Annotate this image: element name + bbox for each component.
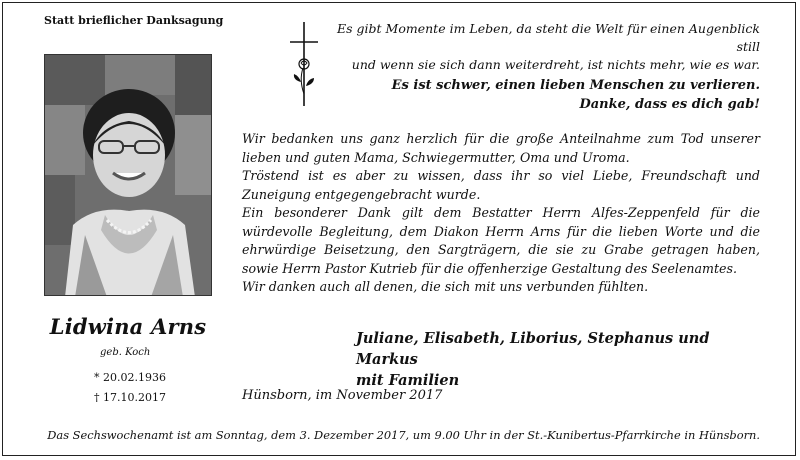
bold-quote-line-1: Es ist schwer, einen lieben Menschen zu verlieren. xyxy=(391,78,760,93)
maiden-name: geb. Koch xyxy=(100,347,151,358)
quote-line-1: Es gibt Momente im Leben, da steht die Welt für einen Augenblick still xyxy=(337,21,760,54)
cross-with-rose-icon xyxy=(287,20,321,108)
death-date: † 17.10.2017 xyxy=(94,391,166,404)
signers xyxy=(356,328,776,391)
portrait-image xyxy=(45,55,212,296)
signers-line-2: mit Familien xyxy=(356,372,460,389)
signers-line-1: Juliane, Elisabeth, Liborius, Stephanus und Markus xyxy=(356,330,710,368)
thanks-text xyxy=(242,130,760,297)
birth-date: * 20.02.1936 xyxy=(94,371,166,384)
portrait-photo xyxy=(44,54,212,296)
thanks-paragraph: Ein besonderer Dank gilt dem Bestatter Herrn Alfes-Zeppenfeld für die würdevolle Begleitung, dem Diakon Herrn Arns für die lieben Worte und die ehrwürdige Beisetzung, den Sargträgern, die sie zu Grabe getragen haben, sowie Herrn Pastor Kutrieb für die offenherzige Gestaltung des Seelenamtes. xyxy=(242,205,760,276)
footer-notice: Das Sechswochenamt ist am Sonntag, dem 3. Dezember 2017, um 9.00 Uhr in der St.-Kunibertus-Pfarrkirche in Hünsborn. xyxy=(47,428,760,442)
opening-quote xyxy=(330,20,760,74)
thanks-paragraph: Tröstend ist es aber zu wissen, dass ihr so viel Liebe, Freundschaft und Zuneigung entgegengebracht wurde. xyxy=(242,168,760,202)
bold-quote-line-2: Danke, dass es dich gab! xyxy=(579,97,760,112)
bold-quote xyxy=(330,76,760,114)
place-date: Hünsborn, im November 2017 xyxy=(242,388,443,403)
thanks-paragraph: Wir danken auch all denen, die sich mit uns verbunden fühlten. xyxy=(242,279,649,294)
quote-line-2: und wenn sie sich dann weiterdreht, ist nichts mehr, wie es war. xyxy=(351,57,760,72)
header-label: Statt brieflicher Danksagung xyxy=(44,14,224,27)
deceased-name: Lidwina Arns xyxy=(49,314,207,339)
thanks-paragraph: Wir bedanken uns ganz herzlich für die große Anteilnahme zum Tod unserer lieben und guten Mama, Schwiegermutter, Oma und Uroma. xyxy=(242,131,760,165)
